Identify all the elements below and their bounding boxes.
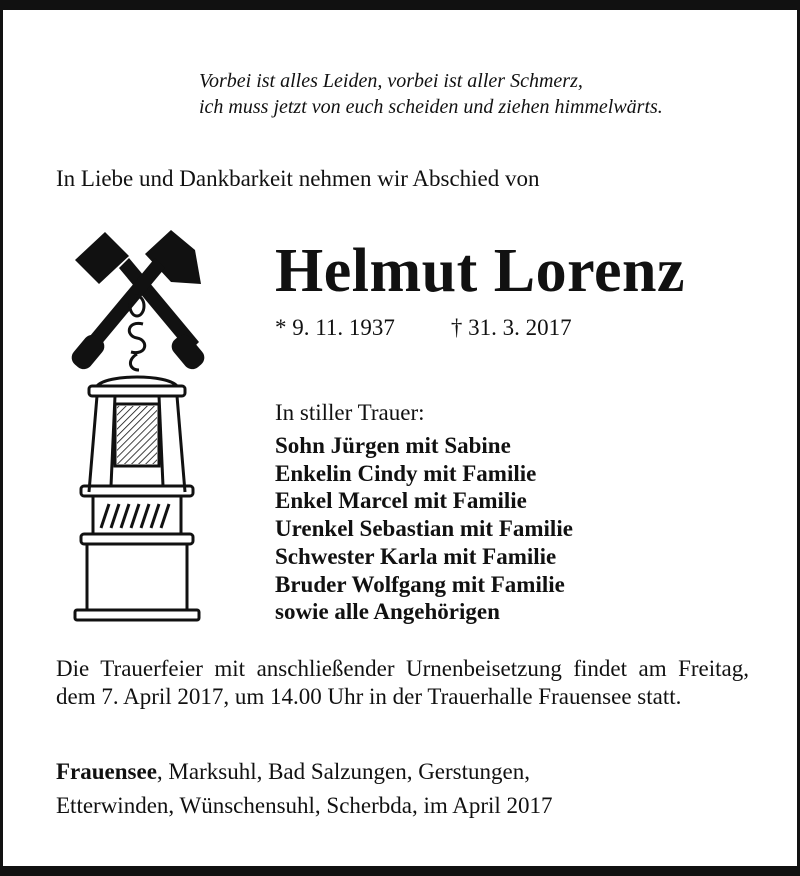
mourning-heading: In stiller Trauer:	[275, 400, 425, 425]
funeral-service-info: Die Trauerfeier mit anschließender Urnenbeisetzung findet am Freitag, dem 7. April 2017, um 14.00 Uhr in der Trauerhalle Frauensee statt.	[56, 656, 749, 709]
mourner-item: Sohn Jürgen mit Sabine	[275, 433, 511, 458]
place-line-1-rest: , Marksuhl, Bad Salzungen, Gerstungen,	[156, 759, 530, 784]
birth-date: * 9. 11. 1937	[275, 315, 395, 340]
motto-line-2: ich muss jetzt von euch scheiden und ziehen himmelwärts.	[199, 96, 663, 118]
mourner-item: Schwester Karla mit Familie	[275, 543, 557, 569]
motto-line-1: Vorbei ist alles Leiden, vorbei ist aller Schmerz,	[199, 70, 583, 92]
death-date: † 31. 3. 2017	[450, 315, 572, 340]
mourner-item: Bruder Wolfgang mit Familie	[275, 571, 565, 597]
mourner-item: sowie alle Angehörigen	[275, 599, 500, 625]
mourner-item: Enkel Marcel mit Familie	[275, 488, 527, 514]
place-and-date	[56, 755, 756, 823]
mourners-list	[275, 432, 573, 626]
intro-text: In Liebe und Dankbarkeit nehmen wir Abschied von	[56, 166, 540, 191]
life-dates	[275, 315, 572, 341]
hammer-and-pick-with-miners-lamp-icon	[67, 224, 207, 624]
motto-verse	[199, 68, 663, 120]
place-line-2: Etterwinden, Wünschensuhl, Scherbda, im April 2017	[56, 793, 553, 818]
mourner-item: Enkelin Cindy mit Familie	[275, 460, 537, 486]
deceased-name: Helmut Lorenz	[275, 237, 686, 305]
place-main: Frauensee	[56, 759, 157, 784]
mourner-item: Urenkel Sebastian mit Familie	[275, 516, 573, 542]
